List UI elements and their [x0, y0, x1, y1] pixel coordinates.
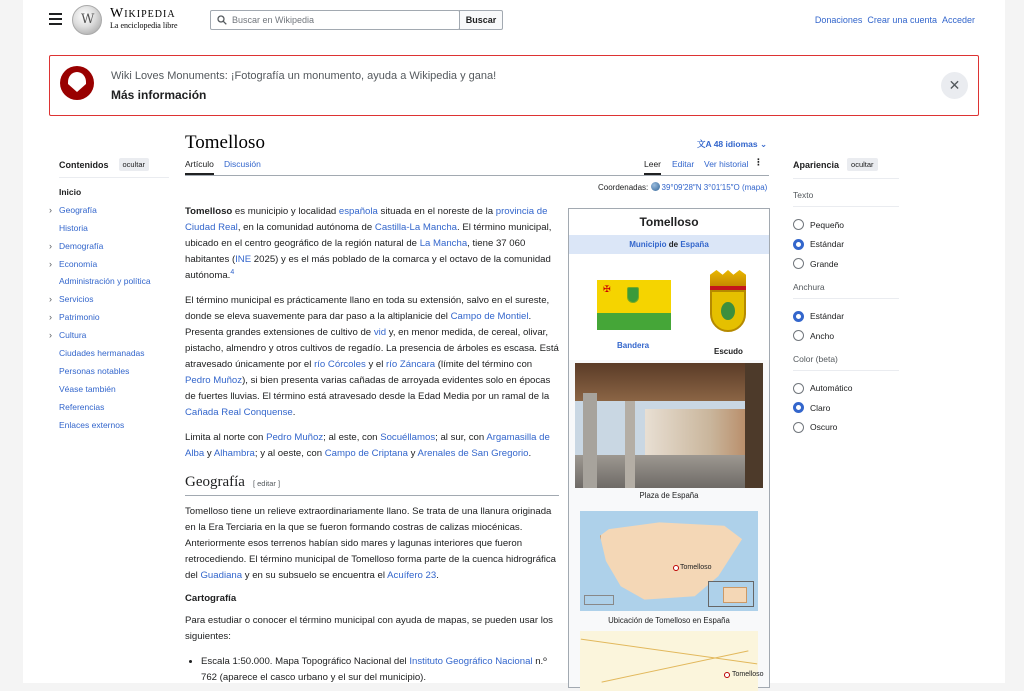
chevron-right-icon[interactable]: › [49, 330, 52, 341]
banner-more-link[interactable]: Más información [111, 88, 207, 102]
toc-item-label: Servicios [59, 294, 94, 305]
radio-button[interactable] [793, 402, 804, 413]
wikipedia-globe-logo[interactable] [72, 5, 102, 35]
coords-link[interactable]: 39°09′28″N 3°01′15″O [661, 183, 740, 192]
link[interactable]: Guadiana [200, 570, 243, 581]
location-marker-icon [724, 672, 730, 678]
list-item-text: Escala 1:50.000. Mapa Topográfico Nacional del [201, 656, 410, 667]
link[interactable]: Campo de Criptana [324, 448, 408, 459]
page-title: Tomelloso [185, 132, 265, 153]
page-tabs [185, 157, 769, 176]
appearance-option[interactable] [793, 398, 899, 418]
shield-label: Escudo [714, 347, 743, 356]
toc-header [59, 158, 169, 178]
paragraph-terrain: El término municipal es prácticamente llano en toda su extensión, salvo en el sureste, donde se eleva suavemente para dar paso a la altiplanicie del Campo de Montiel. Presenta grandes extensiones de cultivo de vid y, en menor medida, de cereal, olivar, pistacho, almendro y otros cultivos de regadío. La presencia de árboles es escasa. Está atravesado únicamente por el río Córcoles y el río Záncara (límite del término con Pedro Muñoz), si bien presenta varias cañadas de arroyada evidentes solo en épocas de fuertes lluvias. El término está atravesado desde la Edad Media por un ramal de la Cañada Real Conquense. [185, 295, 559, 418]
radio-button[interactable] [793, 219, 804, 230]
translate-icon: 文A [697, 139, 714, 149]
flag-image[interactable]: ✠ [597, 280, 671, 330]
option-label: Estándar [810, 311, 845, 322]
toc-item[interactable] [59, 419, 169, 437]
subsection-heading: Cartografía [185, 593, 237, 604]
list-item [201, 654, 559, 686]
radio-button[interactable] [793, 330, 804, 341]
option-label: Pequeño [810, 219, 845, 230]
chevron-right-icon[interactable]: › [49, 240, 52, 251]
appearance-title: Apariencia [793, 159, 840, 170]
search-button[interactable]: Buscar [459, 10, 503, 30]
chevron-down-icon: ⌄ [757, 139, 768, 149]
reference[interactable]: 4 [230, 268, 235, 276]
toc-item[interactable] [59, 401, 169, 419]
toc-item[interactable] [59, 365, 169, 383]
toc-item[interactable] [59, 383, 169, 401]
link[interactable]: río Záncara [386, 359, 436, 370]
tab-edit[interactable]: Editar [672, 159, 695, 169]
paragraph-carto: Para estudiar o conocer el término municipal con ayuda de mapas, se pueden usar los siguientes: [185, 615, 553, 642]
link[interactable]: La Mancha [419, 238, 468, 249]
wordmark-tagline: La enciclopedia libre [110, 21, 178, 30]
page [23, 0, 1005, 683]
appearance-option[interactable] [793, 326, 899, 346]
toc-hide-button[interactable]: ocultar [119, 158, 150, 171]
globe-icon [651, 182, 660, 191]
appearance-hide-button[interactable]: ocultar [847, 158, 878, 171]
toc-item[interactable] [49, 329, 169, 347]
search-box [210, 10, 460, 30]
radio-button[interactable] [793, 311, 804, 322]
toc-title: Contenidos [59, 159, 109, 170]
paragraph-geo: Tomelloso tiene un relieve extraordinariamente llano. Se trata de una llanura originada en la Era Terciaria en la que se fueron formando costras de calizas miocénicas. Anteriormente esos terrenos habían sido mares y lagunas interiores que fueron retrocediendo. El término municipal de Tomelloso forma parte de la cuenca hidrográfica del Guadiana y en su subsuelo se encuentra el Acuífero 23. [185, 506, 556, 581]
link[interactable]: río Córcoles [314, 359, 366, 370]
radio-button[interactable] [793, 239, 804, 250]
infobox-symbols [569, 254, 769, 360]
paragraph-limits: Limita al norte con Pedro Muñoz; al este, con Socuéllamos; al sur, con Argamasilla de Alba y Alhambra; y al oeste, con Campo de Criptana y Arenales de San Gregorio. [185, 432, 550, 459]
toc-item-label: Patrimonio [59, 312, 100, 323]
toc-item[interactable] [49, 293, 169, 311]
infobox-subtitle [569, 235, 769, 254]
link[interactable]: Argamasilla de Alba [185, 432, 550, 459]
appearance-option[interactable] [793, 254, 899, 274]
location-map[interactable] [580, 511, 758, 611]
map-caption: Ubicación de Tomelloso en España [608, 616, 730, 625]
appearance-groups [793, 190, 899, 437]
tab-article[interactable]: Artículo [185, 159, 214, 175]
toc-item-label: Ciudades hermanadas [59, 348, 145, 359]
link[interactable]: Socuéllamos [380, 432, 436, 443]
toc-item-label: Economía [59, 258, 98, 269]
donate-link[interactable]: Donaciones [814, 15, 863, 25]
infobox-title: Tomelloso [569, 209, 769, 235]
toc-item-label: Geografía [59, 204, 97, 215]
tab-read[interactable]: Leer [644, 159, 661, 175]
link[interactable]: Castilla-La Mancha [374, 222, 458, 233]
appearance-option[interactable] [793, 235, 899, 255]
photo-caption: Plaza de España [639, 491, 699, 500]
option-label: Automático [810, 383, 853, 394]
table-of-contents [49, 158, 169, 436]
wiki-loves-monuments-icon [60, 66, 94, 100]
subtitle-text: de [666, 240, 681, 249]
main-menu-icon[interactable] [49, 13, 62, 25]
map-label: Tomelloso [680, 564, 712, 571]
link[interactable]: INE [235, 254, 252, 265]
link[interactable]: Cañada Real Conquense [185, 407, 293, 418]
toc-item[interactable] [59, 222, 169, 240]
local-map[interactable] [580, 631, 764, 691]
language-count: 48 idiomas [713, 139, 758, 149]
link[interactable]: Pedro Muñoz [266, 432, 324, 443]
tab-talk[interactable]: Discusión [224, 159, 261, 169]
section-edit-link[interactable]: [ editar ] [252, 479, 281, 488]
appearance-option[interactable] [793, 418, 899, 438]
login-link[interactable]: Acceder [941, 15, 975, 25]
appearance-option[interactable] [793, 379, 899, 399]
coat-of-arms-image[interactable] [710, 270, 746, 336]
toc-item-label: Historia [59, 222, 88, 233]
link[interactable]: Arenales de San Gregorio [417, 448, 529, 459]
location-marker-icon [673, 565, 679, 571]
toc-list [49, 186, 169, 436]
toc-item[interactable] [59, 275, 169, 293]
chevron-right-icon[interactable]: › [49, 204, 52, 215]
heading-text: Geografía [185, 474, 245, 490]
appearance-panel [793, 158, 899, 437]
option-label: Oscuro [810, 422, 838, 433]
toc-item-label: Personas notables [59, 365, 130, 376]
appearance-group-label: Color (beta) [793, 354, 899, 371]
tab-history[interactable]: Ver historial [704, 159, 749, 169]
link[interactable]: Pedro Muñoz [185, 375, 243, 386]
list [201, 654, 559, 686]
link[interactable]: vid [373, 327, 387, 338]
create-account-link[interactable]: Crear una cuenta [867, 15, 937, 25]
toc-item-label: Demografía [59, 240, 104, 251]
toc-item-label: Cultura [59, 330, 87, 341]
toc-item-label: Administración y política [59, 276, 151, 287]
flag-link[interactable]: Bandera [617, 341, 650, 350]
wordmark[interactable] [110, 7, 178, 31]
toc-item[interactable] [59, 347, 169, 365]
toc-item[interactable] [49, 240, 169, 258]
section-heading-geografia [185, 474, 559, 496]
language-selector[interactable] [697, 138, 767, 150]
campaign-banner [49, 55, 979, 116]
appearance-option[interactable] [793, 307, 899, 327]
toc-item-label: Enlaces externos [59, 419, 125, 430]
link[interactable]: Alhambra [213, 448, 255, 459]
search-input[interactable] [232, 15, 452, 25]
chevron-right-icon[interactable]: › [49, 258, 52, 269]
more-tools-icon[interactable]: ⋮ [754, 157, 763, 167]
toc-item-label: Véase también [59, 383, 116, 394]
plaza-photo[interactable] [575, 363, 763, 488]
user-links [815, 15, 975, 25]
link[interactable]: Instituto Geográfico Nacional [409, 656, 533, 667]
map2-label: Tomelloso [732, 671, 764, 678]
chevron-right-icon[interactable]: › [49, 312, 52, 323]
link[interactable]: española [338, 206, 378, 217]
search-icon [217, 15, 227, 25]
option-label: Claro [810, 402, 831, 413]
coordinates [598, 182, 767, 192]
appearance-option[interactable] [793, 215, 899, 235]
radio-button[interactable] [793, 422, 804, 433]
radio-button[interactable] [793, 383, 804, 394]
banner-message: Wiki Loves Monuments: ¡Fotografía un monumento, ayuda a Wikipedia y gana! [111, 70, 497, 82]
appearance-group-label: Texto [793, 190, 899, 207]
list-item-text: n.º 762 (aparece el casco urbano y el sur del municipio). [201, 656, 547, 683]
link[interactable]: Acuífero 23 [387, 570, 437, 581]
option-label: Ancho [810, 330, 835, 341]
toc-item[interactable] [49, 311, 169, 329]
appearance-header [793, 158, 899, 179]
toc-item-label: Inicio [59, 187, 82, 197]
appearance-group-label: Anchura [793, 282, 899, 299]
toc-item[interactable] [49, 258, 169, 276]
coords-label: Coordenadas: [598, 183, 649, 192]
chevron-right-icon[interactable]: › [49, 294, 52, 305]
toc-item[interactable] [49, 204, 169, 222]
link[interactable]: Campo de Montiel [450, 311, 529, 322]
coords-map-link[interactable]: (mapa) [741, 183, 768, 192]
link[interactable]: España [680, 240, 709, 249]
toc-item-label: Referencias [59, 401, 105, 412]
infobox [568, 208, 770, 688]
link[interactable]: provincia de Ciudad Real [185, 206, 548, 233]
radio-button[interactable] [793, 258, 804, 269]
option-label: Grande [810, 258, 839, 269]
toc-item[interactable] [59, 186, 169, 204]
option-label: Estándar [810, 239, 845, 250]
wordmark-title: Wikipedia [110, 6, 176, 21]
close-icon[interactable]: ✕ [941, 72, 968, 99]
link[interactable]: Municipio [629, 240, 667, 249]
article-body [185, 204, 559, 686]
paragraph-intro: Tomelloso es municipio y localidad española situada en el noreste de la provincia de Ciudad Real, en la comunidad autónoma de Castilla-La Mancha. El término municipal, ubicado en el centro geográfico de la región natural de La Mancha, tiene 37 060 habitantes (INE 2025) y es el más poblado de la comarca y el octavo de la comunidad autónoma.$^4$ [185, 206, 552, 281]
